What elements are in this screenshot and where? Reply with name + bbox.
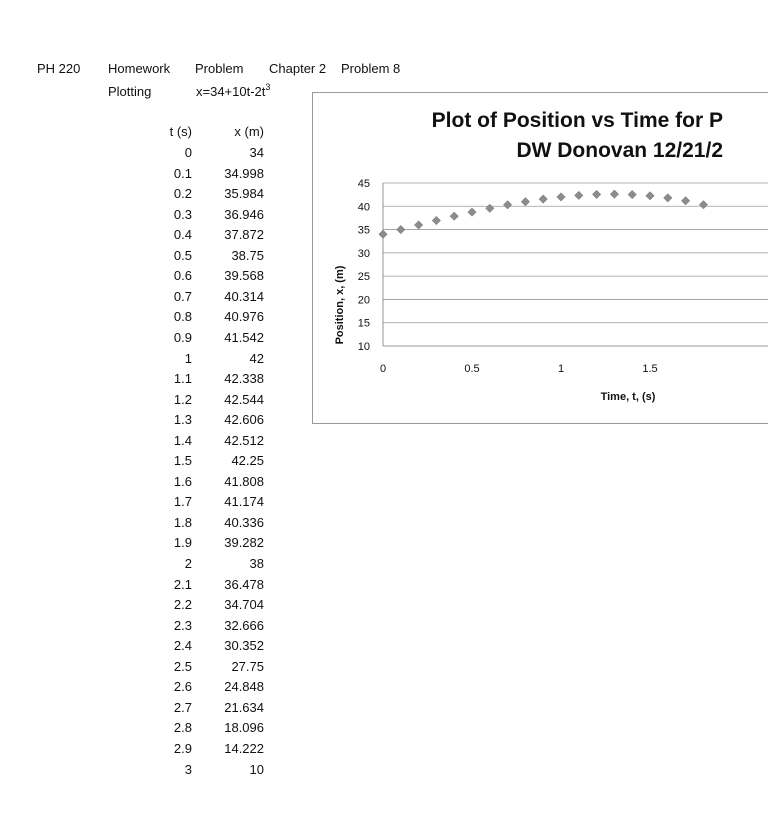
table-cell-x: 42.25 <box>231 453 264 469</box>
x-axis-label: Time, t, (s) <box>600 391 656 403</box>
table-cell-t: 2.4 <box>173 638 192 654</box>
data-point <box>414 221 422 229</box>
table-cell-t: 0.7 <box>173 288 192 304</box>
table-cell-x: 32.666 <box>224 617 264 633</box>
table-cell-t: 1.8 <box>173 514 192 530</box>
table-cell-t: 2.8 <box>173 720 192 736</box>
table-cell-x: 27.75 <box>231 658 264 674</box>
table-cell-x: 21.634 <box>224 699 264 715</box>
chapter-label: Chapter 2 <box>269 61 327 76</box>
y-tick-label: 10 <box>357 341 370 353</box>
table-cell-t: 2.7 <box>173 699 192 715</box>
table-cell-t: 2.2 <box>173 597 192 613</box>
table-cell-x: 42.338 <box>224 371 264 387</box>
table-cell-t: 1.2 <box>173 391 192 407</box>
table-cell-t: 1.9 <box>173 535 192 551</box>
table-cell-x: 40.976 <box>224 309 264 325</box>
table-cell-x: 40.336 <box>224 514 264 530</box>
table-cell-t: 0.9 <box>173 329 192 345</box>
problem-number: Problem 8 <box>341 61 401 76</box>
equation <box>196 84 270 99</box>
table-cell-t: 1 <box>184 350 192 366</box>
table-cell-x: 30.352 <box>224 638 264 654</box>
table-cell-t: 2.9 <box>173 740 192 756</box>
data-point <box>646 192 654 200</box>
table-cell-x: 42.544 <box>224 391 264 407</box>
data-point <box>664 194 672 202</box>
y-tick-label: 25 <box>357 271 370 284</box>
table-cell-x: 40.314 <box>224 288 264 304</box>
table-cell-x: 42 <box>249 350 264 366</box>
data-point <box>681 197 689 205</box>
equation-exponent: 3 <box>265 82 271 92</box>
table-cell-x: 10 <box>249 761 264 777</box>
table-cell-x: 24.848 <box>224 679 264 695</box>
x-tick-label: 1 <box>557 363 565 375</box>
table-cell-t: 2.1 <box>173 576 192 592</box>
table-cell-t: 3 <box>184 761 192 777</box>
course-label: PH 220 <box>37 61 81 76</box>
table-cell-t: 0.1 <box>173 165 192 181</box>
table-cell-x: 37.872 <box>224 227 264 243</box>
y-tick-label: 15 <box>357 317 370 330</box>
y-axis-label: Position, x, (m) <box>334 265 346 345</box>
x-tick-label: 0.5 <box>464 363 480 375</box>
table-cell-t: 1.3 <box>173 412 192 428</box>
table-cell-x: 42.606 <box>224 412 264 428</box>
data-point <box>628 190 636 198</box>
table-cell-x: 14.222 <box>224 740 264 756</box>
table-cell-x: 34 <box>249 145 264 160</box>
table-cell-x: 39.568 <box>224 268 264 284</box>
table-cell-t: 2.6 <box>173 679 192 695</box>
table-cell-t: 1.6 <box>173 473 192 489</box>
data-point <box>503 201 511 209</box>
table-cell-x: 34.998 <box>224 165 264 181</box>
scatter-chart <box>313 93 768 423</box>
data-point <box>468 208 476 216</box>
data-point <box>699 201 707 209</box>
chart-area <box>312 92 768 424</box>
data-point <box>450 212 458 220</box>
y-tick-label: 40 <box>357 201 370 214</box>
table-cell-t: 1.5 <box>173 453 192 469</box>
table-cell-t: 0.8 <box>173 309 192 325</box>
table-cell-x: 36.478 <box>224 576 264 592</box>
chart-title-line1: Plot of Position vs Time for P <box>431 109 723 132</box>
table-cell-t: 0.2 <box>173 186 192 202</box>
data-point <box>557 193 565 201</box>
column-header-t: t (s) <box>169 124 192 139</box>
x-tick-label: 1.5 <box>642 363 658 375</box>
chart-title-line2: DW Donovan 12/21/2 <box>516 139 723 162</box>
table-cell-t: 0.3 <box>173 206 192 222</box>
table-cell-t: 1.4 <box>173 432 192 448</box>
data-point <box>397 225 405 233</box>
table-cell-x: 41.542 <box>224 329 264 345</box>
table-cell-t: 2.5 <box>173 658 192 674</box>
table-cell-x: 18.096 <box>224 720 264 736</box>
data-point <box>539 195 547 203</box>
table-cell-x: 42.512 <box>224 432 264 448</box>
data-point <box>486 204 494 212</box>
table-cell-t: 2.3 <box>173 617 192 633</box>
table-cell-x: 41.174 <box>224 494 264 510</box>
table-cell-x: 39.282 <box>224 535 264 551</box>
data-point <box>592 190 600 198</box>
y-tick-label: 20 <box>357 294 370 307</box>
equation-main: x=34+10t-2t <box>196 84 266 99</box>
table-cell-x: 35.984 <box>224 186 264 202</box>
data-point <box>379 230 387 238</box>
table-cell-t: 1.7 <box>173 494 192 510</box>
table-cell-t: 0 <box>184 145 192 160</box>
table-cell-t: 0.4 <box>173 227 192 243</box>
table-cell-t: 1.1 <box>173 371 192 387</box>
homework-label: Homework <box>108 61 171 76</box>
y-tick-label: 45 <box>357 178 370 190</box>
table-cell-x: 36.946 <box>224 206 264 222</box>
column-header-x: x (m) <box>234 124 264 139</box>
table-cell-x: 38 <box>249 556 264 571</box>
table-cell-t: 0.6 <box>173 268 192 284</box>
table-cell-x: 38.75 <box>231 247 264 263</box>
table-cell-x: 34.704 <box>224 597 264 613</box>
y-tick-label: 30 <box>357 247 370 260</box>
data-point <box>610 190 618 198</box>
plotting-label: Plotting <box>108 84 152 99</box>
data-point <box>575 191 583 199</box>
problem-label: Problem <box>195 61 244 76</box>
data-point <box>521 198 529 206</box>
y-tick-label: 35 <box>357 224 370 237</box>
x-tick-label: 0 <box>379 363 387 375</box>
table-cell-t: 2 <box>184 556 192 571</box>
table-cell-t: 0.5 <box>173 247 192 263</box>
data-point <box>432 216 440 224</box>
table-cell-x: 41.808 <box>224 473 264 489</box>
